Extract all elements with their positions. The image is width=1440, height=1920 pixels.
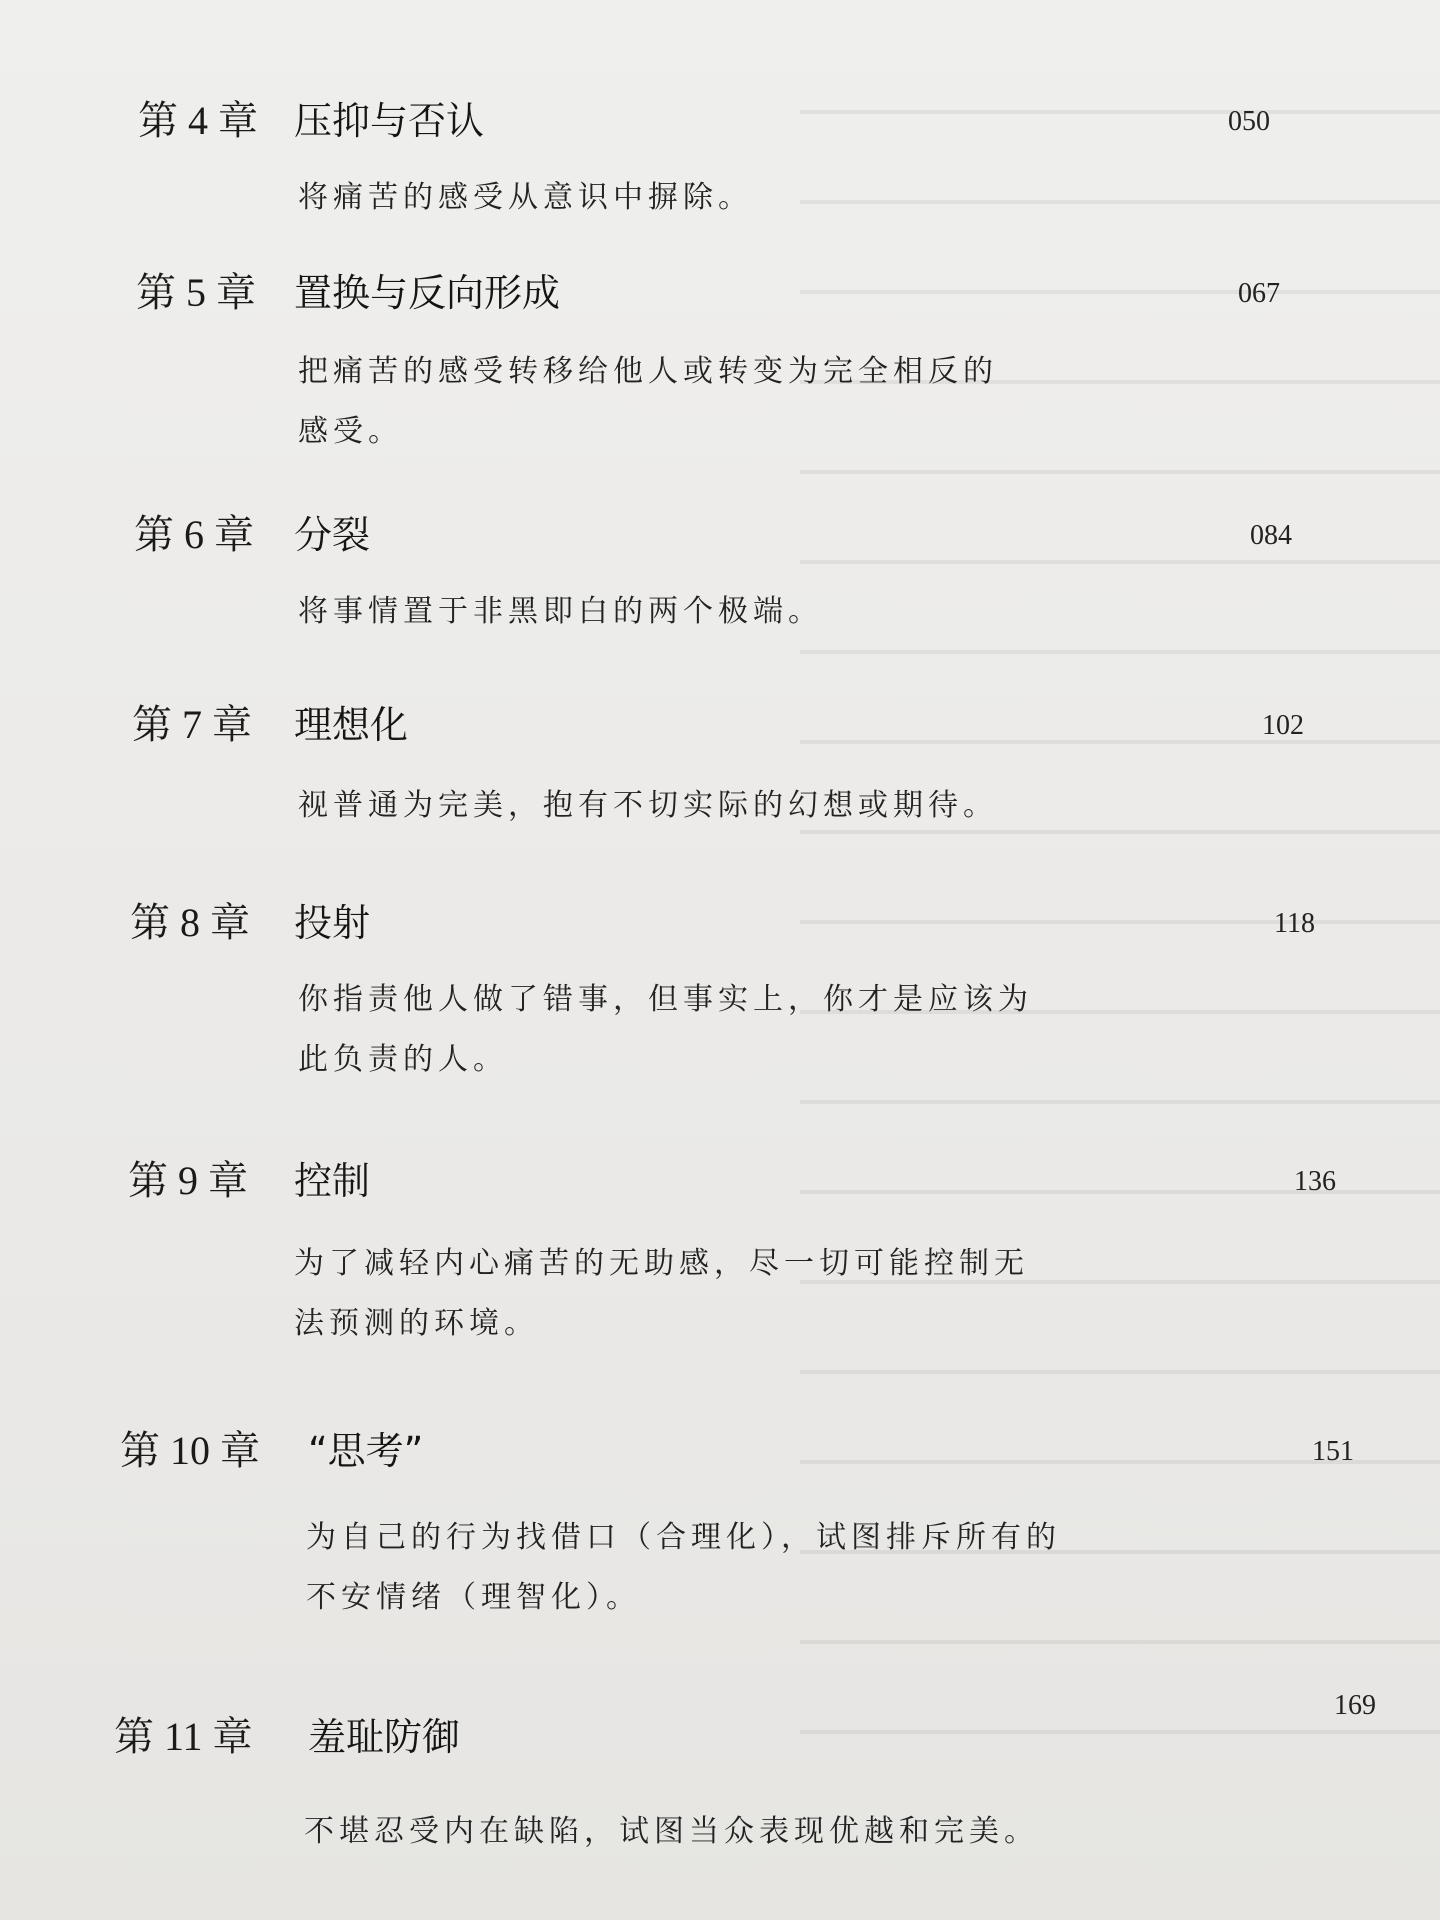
description-line: 将痛苦的感受从意识中摒除。 [298, 180, 753, 215]
chapter-number: 第 8 章 [130, 900, 250, 945]
chapter-title: 置换与反向形成 [294, 271, 561, 315]
description-line: 为自己的行为找借口（合理化），试图排斥所有的 [306, 1520, 1061, 1555]
page-number: 050 [1228, 106, 1270, 137]
page-number: 067 [1238, 278, 1280, 309]
chapter-number: 第 5 章 [136, 270, 256, 315]
page-number: 118 [1274, 908, 1315, 939]
description-line: 把痛苦的感受转移给他人或转变为完全相反的 [298, 354, 998, 389]
chapter-description [298, 582, 1198, 642]
chapter-number: 第 7 章 [132, 702, 252, 747]
page-number: 084 [1250, 520, 1292, 551]
page-number: 151 [1312, 1436, 1354, 1467]
chapter-description [298, 776, 1198, 836]
page-number: 169 [1334, 1690, 1376, 1721]
chapter-description [306, 1508, 1206, 1628]
description-line: 为了减轻内心痛苦的无助感，尽一切可能控制无 [294, 1246, 1029, 1281]
chapter-number: 第 9 章 [128, 1158, 248, 1203]
chapter-description [298, 342, 1198, 462]
description-line: 你指责他人做了错事，但事实上，你才是应该为 [298, 982, 1033, 1017]
chapter-title: “思考” [308, 1429, 424, 1473]
description-line: 不堪忍受内在缺陷，试图当众表现优越和完美。 [304, 1814, 1039, 1849]
description-line: 将事情置于非黑即白的两个极端。 [298, 594, 823, 629]
chapter-title: 控制 [294, 1159, 371, 1203]
chapter-description [298, 168, 1198, 228]
chapter-number: 第 11 章 [114, 1714, 253, 1759]
chapter-title: 分裂 [294, 513, 371, 557]
chapter-description [304, 1802, 1204, 1862]
page-number: 102 [1262, 710, 1304, 741]
chapter-title: 压抑与否认 [294, 99, 485, 143]
description-line: 感受。 [298, 414, 403, 449]
chapter-description [298, 970, 1198, 1090]
description-line: 视普通为完美，抱有不切实际的幻想或期待。 [298, 788, 998, 823]
chapter-title: 理想化 [294, 703, 409, 747]
chapter-number: 第 4 章 [138, 98, 258, 143]
chapter-title: 羞耻防御 [308, 1715, 461, 1759]
chapter-description [294, 1234, 1194, 1354]
description-line: 不安情绪（理智化）。 [306, 1580, 641, 1615]
chapter-number: 第 6 章 [134, 512, 254, 557]
page-number: 136 [1294, 1166, 1336, 1197]
description-line: 法预测的环境。 [294, 1306, 539, 1341]
description-line: 此负责的人。 [298, 1042, 508, 1077]
chapter-title: 投射 [294, 901, 371, 945]
chapter-number: 第 10 章 [120, 1428, 260, 1473]
